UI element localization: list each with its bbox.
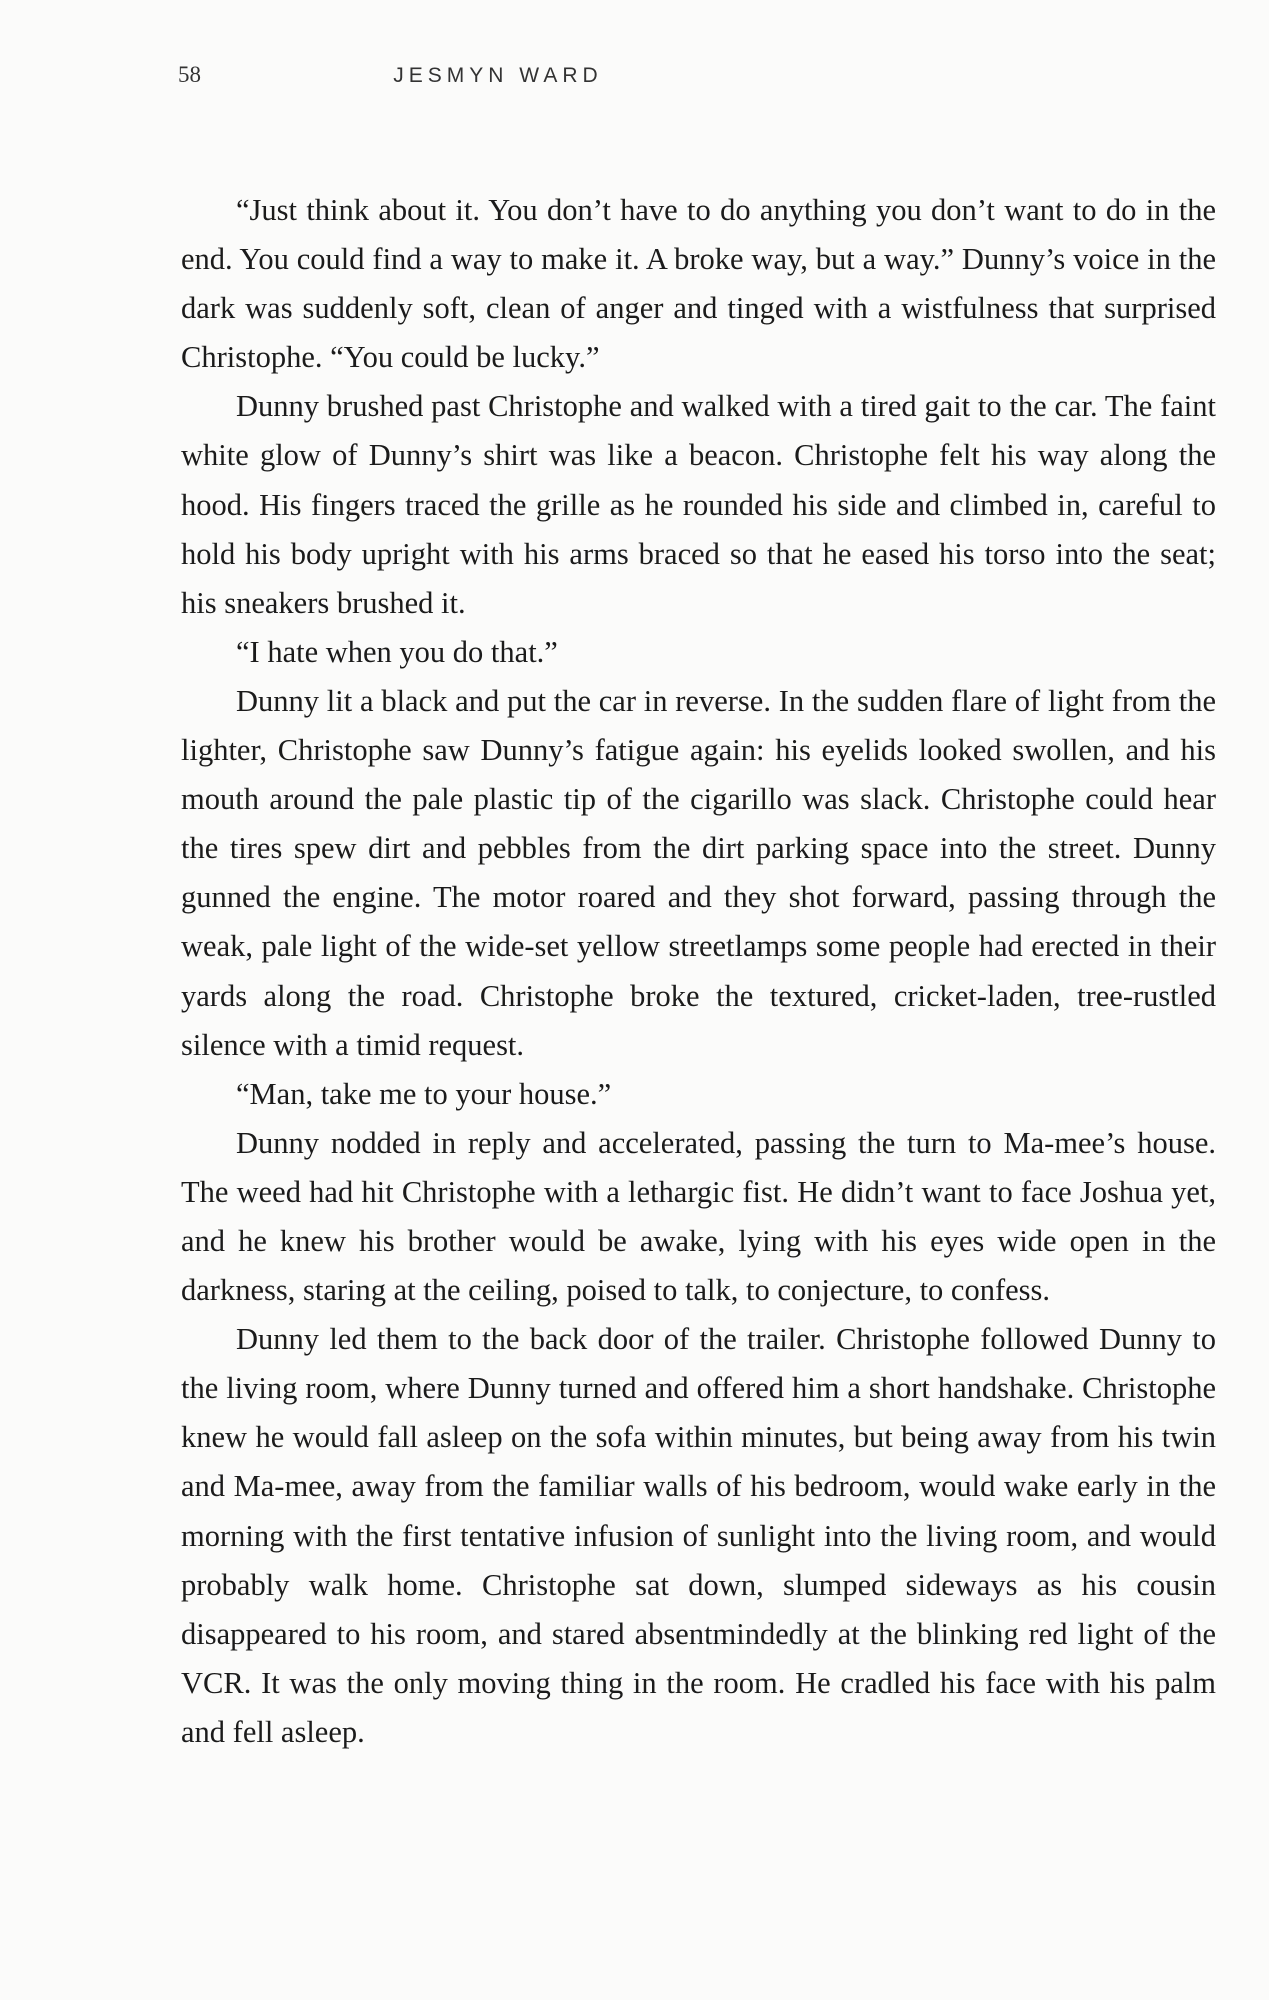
running-head (178, 62, 818, 92)
paragraph: “Just think about it. You don’t have to do anything you don’t want to do in the end. You could find a way to make it. A broke way, but a way.” Dunny’s voice in the dark was suddenly soft, clean of anger and tinged with a wistfulness that surprised Christophe. “You could be lucky.” (181, 193, 1216, 375)
paragraph: Dunny led them to the back door of the trailer. Christophe followed Dunny to the living room, where Dunny turned and offered him a short handshake. Christophe knew he would fall asleep on the sofa within minutes, but being away from his twin and Ma-mee, away from the familiar walls of his bedroom, would wake early in the morning with the first tentative infusion of sunlight into the living room, and would probably walk home. Christophe sat down, slumped sideways as his cousin disappeared to his room, and stared absentmindedly at the blinking red light of the VCR. It was the only moving thing in the room. He cradled his face with his palm and fell asleep. (181, 1322, 1216, 1749)
book-author: JESMYN WARD (393, 64, 603, 87)
paragraph: Dunny brushed past Christophe and walked with a tired gait to the car. The faint white glow of Dunny’s shirt was like a beacon. Christophe felt his way along the hood. His fingers traced the grille as he rounded his side and climbed in, careful to hold his body upright with his arms braced so that he eased his torso into the seat; his sneakers brushed it. (181, 389, 1216, 620)
paragraph: Dunny nodded in reply and accelerated, passing the turn to Ma-mee’s house. The weed had hit Christophe with a lethargic fist. He didn’t want to face Joshua yet, and he knew his brother would be awake, lying with his eyes wide open in the darkness, staring at the ceiling, poised to talk, to conjecture, to confess. (181, 1125, 1216, 1308)
paragraph: “Man, take me to your house.” (236, 1076, 612, 1111)
paragraph: “I hate when you do that.” (236, 634, 558, 669)
body-text (181, 186, 1216, 1757)
page-number: 58 (178, 62, 201, 87)
paragraph: Dunny lit a black and put the car in reverse. In the sudden flare of light from the lighter, Christophe saw Dunny’s fatigue again: his eyelids looked swollen, and his mouth around the pale plastic tip of the cigarillo was slack. Christophe could hear the tires spew dirt and pebbles from the dirt parking space into the street. Dunny gunned the engine. The motor roared and they shot forward, passing through the weak, pale light of the wide-set yellow streetlamps some people had erected in their yards along the road. Christophe broke the textured, cricket-laden, tree-rustled silence with a timid request. (181, 683, 1216, 1062)
